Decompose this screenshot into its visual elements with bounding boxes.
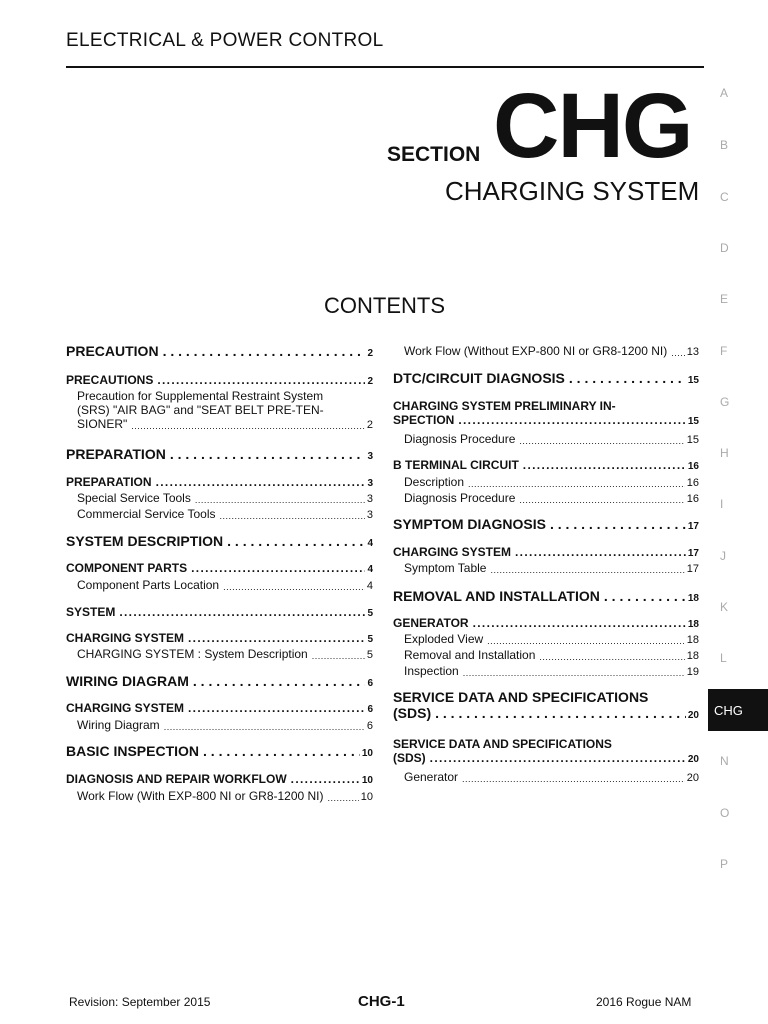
toc-page-number: 16 — [686, 477, 699, 489]
toc-entry[interactable] — [393, 770, 699, 784]
header-divider — [66, 66, 704, 68]
toc-page-number: 17 — [687, 521, 699, 532]
toc-entry-text: SERVICE DATA AND SPECIFICATIONS — [393, 689, 649, 705]
toc-leader-dots — [191, 561, 365, 575]
toc-entry-text: PREPARATION — [66, 446, 166, 462]
footer-model: 2016 Rogue NAM — [596, 995, 692, 1009]
toc-entry-text: SYSTEM DESCRIPTION — [66, 533, 224, 549]
toc-leader-dots — [193, 673, 366, 689]
toc-leader-dots — [328, 793, 359, 803]
toc-entry-row — [66, 446, 373, 462]
toc-entry[interactable] — [393, 475, 699, 489]
toc-entry[interactable] — [393, 664, 699, 678]
section-tab-c[interactable]: C — [720, 190, 729, 204]
toc-leader-dots — [164, 722, 365, 732]
toc-entry[interactable] — [66, 389, 373, 431]
toc-entry-row — [393, 705, 699, 721]
section-tab-k[interactable]: K — [720, 600, 729, 614]
section-label: SECTION — [387, 143, 481, 166]
toc-page-number: 13 — [686, 346, 699, 358]
toc-entry-text: Work Flow (With EXP-800 NI or GR8-1200 NI) — [77, 789, 324, 803]
toc-entry-text: WIRING DIAGRAM — [66, 673, 189, 689]
toc-entry-text: Symptom Table — [404, 561, 487, 575]
toc-page-number: 4 — [367, 538, 373, 549]
toc-leader-dots — [291, 772, 360, 786]
toc-leader-dots — [468, 479, 685, 489]
toc-leader-dots — [490, 565, 684, 575]
toc-page-number: 10 — [360, 791, 373, 803]
toc-entry-row — [66, 743, 373, 759]
toc-entry-row — [404, 632, 699, 646]
toc-entry[interactable] — [66, 701, 373, 715]
toc-page-number: 3 — [367, 478, 373, 489]
toc-entry-row — [77, 491, 373, 505]
toc-leader-dots — [604, 588, 686, 604]
section-code: CHG — [493, 75, 692, 177]
toc-entry[interactable] — [66, 446, 373, 462]
toc-page-number: 18 — [687, 619, 699, 630]
toc-leader-dots — [523, 458, 686, 472]
toc-leader-dots — [156, 475, 366, 489]
toc-leader-dots — [671, 348, 685, 358]
toc-entry-row — [66, 373, 373, 387]
toc-entry[interactable] — [393, 516, 699, 532]
footer-page-number: CHG-1 — [358, 993, 405, 1010]
toc-leader-dots — [195, 495, 365, 505]
toc-entry-row — [404, 475, 699, 489]
toc-page-number: 4 — [367, 564, 373, 575]
toc-entry-row — [66, 701, 373, 715]
section-tab-n[interactable]: N — [720, 754, 729, 768]
toc-entry-text: CHARGING SYSTEM : System Description — [77, 647, 308, 661]
toc-entry-text: Exploded View — [404, 632, 484, 646]
toc-entry-row — [393, 588, 699, 604]
toc-entry-row — [77, 578, 373, 592]
toc-entry-row — [66, 343, 373, 359]
toc-page-number: 5 — [367, 608, 373, 619]
toc-entry[interactable] — [66, 491, 373, 505]
toc-page-number: 18 — [686, 650, 699, 662]
toc-entry[interactable] — [393, 491, 699, 505]
section-tab-a[interactable]: A — [720, 86, 729, 100]
toc-entry[interactable] — [393, 689, 699, 721]
toc-entry[interactable] — [393, 648, 699, 662]
toc-entry-text: DIAGNOSIS AND REPAIR WORKFLOW — [66, 772, 287, 786]
toc-entry-text: CHARGING SYSTEM PRELIMINARY IN- — [393, 399, 616, 413]
toc-page-number: 16 — [687, 461, 699, 472]
toc-page-number: 15 — [687, 416, 699, 427]
toc-leader-dots — [462, 774, 685, 784]
toc-entry[interactable] — [66, 373, 373, 387]
toc-entry-row — [77, 718, 373, 732]
section-tab-p[interactable]: P — [720, 857, 729, 871]
toc-leader-dots — [220, 511, 365, 521]
toc-page-number: 18 — [686, 634, 699, 646]
toc-entry[interactable] — [393, 344, 699, 358]
toc-leader-dots — [170, 446, 366, 462]
toc-page-number: 20 — [687, 710, 699, 721]
toc-leader-dots — [519, 495, 684, 505]
contents-heading: CONTENTS — [324, 293, 445, 318]
toc-entry[interactable] — [393, 458, 699, 472]
section-tab-o[interactable]: O — [720, 806, 730, 820]
toc-leader-dots — [519, 436, 684, 446]
toc-entry-text: Wiring Diagram — [77, 718, 160, 732]
toc-page-number: 3 — [367, 451, 373, 462]
toc-entry-text: Precaution for Supplemental Restraint System — [77, 389, 324, 403]
toc-entry-text: CHARGING SYSTEM — [393, 545, 512, 559]
toc-entry-text: (SDS) — [393, 751, 426, 765]
toc-leader-dots — [550, 516, 686, 532]
toc-entry-text: CHARGING SYSTEM — [66, 701, 185, 715]
section-tab-b[interactable]: B — [720, 138, 729, 152]
toc-entry-row — [404, 664, 699, 678]
toc-entry[interactable] — [66, 343, 373, 359]
toc-leader-dots — [119, 605, 365, 619]
toc-entry[interactable] — [393, 432, 699, 446]
toc-entry-text: Component Parts Location — [77, 578, 220, 592]
toc-entry-text: B TERMINAL CIRCUIT — [393, 458, 519, 472]
toc-page-number: 2 — [367, 348, 373, 359]
toc-leader-dots — [223, 582, 365, 592]
toc-entry-text: GENERATOR — [393, 616, 469, 630]
toc-entry[interactable] — [393, 616, 699, 630]
toc-entry-text: Commercial Service Tools — [77, 507, 216, 521]
section-tab-g[interactable]: G — [720, 395, 730, 409]
toc-entry-row — [393, 545, 699, 559]
toc-entry-row — [77, 647, 373, 661]
toc-entry-text: Special Service Tools — [77, 491, 191, 505]
toc-page-number: 5 — [366, 649, 373, 661]
section-tab-f[interactable]: F — [720, 344, 728, 358]
toc-entry-text: PRECAUTION — [66, 343, 159, 359]
toc-page-number: 3 — [366, 509, 373, 521]
toc-entry-text: SERVICE DATA AND SPECIFICATIONS — [393, 737, 612, 751]
toc-leader-dots — [157, 373, 365, 387]
toc-page-number: 17 — [686, 563, 699, 575]
toc-entry-text: Diagnosis Procedure — [404, 491, 516, 505]
toc-page-number: 20 — [686, 772, 699, 784]
toc-entry-text: Diagnosis Procedure — [404, 432, 516, 446]
toc-entry[interactable] — [393, 588, 699, 604]
toc-entry[interactable] — [66, 475, 373, 489]
toc-entry-row — [404, 561, 699, 575]
toc-entry[interactable] — [66, 789, 373, 803]
toc-page-number: 5 — [367, 634, 373, 645]
toc-entry[interactable] — [66, 631, 373, 645]
toc-leader-dots — [463, 668, 685, 678]
section-tab-j[interactable]: J — [720, 549, 726, 563]
toc-entry[interactable] — [393, 561, 699, 575]
toc-entry-row — [77, 789, 373, 803]
toc-leader-dots — [203, 743, 360, 759]
toc-leader-dots — [163, 343, 366, 359]
toc-entry-row — [393, 458, 699, 472]
toc-entry-row — [66, 772, 373, 786]
toc-page-number: 18 — [687, 593, 699, 604]
toc-entry-text: Removal and Installation — [404, 648, 536, 662]
toc-entry-text: SYSTEM — [66, 605, 116, 619]
section-tab-chg[interactable]: CHG — [708, 689, 768, 731]
toc-entry-row — [66, 605, 373, 619]
toc-entry-row — [66, 561, 373, 575]
toc-entry-text: DTC/CIRCUIT DIAGNOSIS — [393, 370, 565, 386]
toc-page-number: 15 — [686, 434, 699, 446]
section-tab-e[interactable]: E — [720, 292, 729, 306]
toc-entry-row — [66, 631, 373, 645]
toc-leader-dots — [487, 636, 685, 646]
toc-entry[interactable] — [66, 743, 373, 759]
toc-leader-dots — [473, 616, 686, 630]
toc-entry[interactable] — [393, 737, 699, 765]
toc-leader-dots — [539, 652, 684, 662]
toc-entry-text: SIONER" — [77, 417, 128, 431]
section-tab-h[interactable]: H — [720, 446, 729, 460]
toc-entry-text: SPECTION — [393, 413, 455, 427]
toc-entry[interactable] — [66, 507, 373, 521]
toc-entry[interactable] — [66, 718, 373, 732]
toc-page-number: 16 — [686, 493, 699, 505]
toc-leader-dots — [569, 370, 686, 386]
toc-entry-row — [404, 491, 699, 505]
toc-page-number: 6 — [367, 678, 373, 689]
toc-page-number: 10 — [361, 775, 373, 786]
toc-entry-text: Description — [404, 475, 465, 489]
toc-page-number: 6 — [367, 704, 373, 715]
toc-entry-row — [393, 413, 699, 427]
toc-entry-text: PREPARATION — [66, 475, 152, 489]
toc-entry-row — [393, 616, 699, 630]
toc-page-number: 4 — [366, 580, 373, 592]
toc-entry[interactable] — [393, 399, 699, 427]
toc-leader-dots — [312, 651, 365, 661]
toc-entry-row — [66, 533, 373, 549]
toc-entry-row — [393, 370, 699, 386]
toc-entry[interactable] — [393, 632, 699, 646]
header-title: ELECTRICAL & POWER CONTROL — [66, 30, 384, 51]
toc-page-number: 17 — [687, 548, 699, 559]
toc-page-number: 3 — [366, 493, 373, 505]
toc-entry-text: REMOVAL AND INSTALLATION — [393, 588, 600, 604]
section-tab-l[interactable]: L — [720, 651, 727, 665]
toc-entry[interactable] — [66, 533, 373, 549]
toc-leader-dots — [188, 701, 365, 715]
toc-leader-dots — [430, 751, 686, 765]
toc-leader-dots — [515, 545, 686, 559]
toc-entry[interactable] — [393, 370, 699, 386]
toc-entry-text: SYMPTOM DIAGNOSIS — [393, 516, 546, 532]
toc-entry-text: PRECAUTIONS — [66, 373, 154, 387]
toc-page-number: 2 — [367, 376, 373, 387]
toc-entry[interactable] — [66, 578, 373, 592]
toc-page-number: 19 — [686, 666, 699, 678]
toc-page-number: 10 — [361, 748, 373, 759]
section-tab-i[interactable]: I — [720, 497, 724, 511]
toc-leader-dots — [131, 421, 365, 431]
toc-page-number: 6 — [366, 720, 373, 732]
toc-entry-text: (SRS) "AIR BAG" and "SEAT BELT PRE-TEN- — [77, 403, 324, 417]
toc-entry-text: CHARGING SYSTEM — [66, 631, 185, 645]
toc-leader-dots — [458, 413, 686, 427]
toc-entry-row — [404, 344, 699, 358]
toc-entry-row — [404, 432, 699, 446]
toc-leader-dots — [435, 705, 686, 721]
toc-page-number: 15 — [687, 375, 699, 386]
toc-entry[interactable] — [66, 605, 373, 619]
toc-entry-row — [404, 648, 699, 662]
toc-entry-row — [77, 417, 373, 431]
toc-entry-text: Inspection — [404, 664, 459, 678]
toc-entry-text: BASIC INSPECTION — [66, 743, 200, 759]
toc-entry-row — [393, 516, 699, 532]
toc-entry-row — [393, 751, 699, 765]
toc-leader-dots — [188, 631, 365, 645]
toc-entry[interactable] — [66, 561, 373, 575]
toc-page-number: 2 — [366, 419, 373, 431]
toc-entry-row — [66, 475, 373, 489]
toc-entry-row — [404, 770, 699, 784]
toc-page-number: 20 — [687, 754, 699, 765]
toc-entry[interactable] — [66, 647, 373, 661]
toc-entry[interactable] — [393, 545, 699, 559]
toc-entry-text: Generator — [404, 770, 459, 784]
toc-entry[interactable] — [66, 772, 373, 786]
toc-entry-text: COMPONENT PARTS — [66, 561, 188, 575]
section-name: CHARGING SYSTEM — [445, 176, 700, 206]
toc-entry[interactable] — [66, 673, 373, 689]
toc-entry-row — [66, 673, 373, 689]
toc-entry-row — [77, 507, 373, 521]
toc-entry-text: (SDS) — [393, 705, 432, 721]
footer-revision: Revision: September 2015 — [69, 995, 211, 1009]
toc-entry-text: Work Flow (Without EXP-800 NI or GR8-1200 NI) — [404, 344, 668, 358]
section-tab-d[interactable]: D — [720, 241, 729, 255]
toc-leader-dots — [227, 533, 365, 549]
